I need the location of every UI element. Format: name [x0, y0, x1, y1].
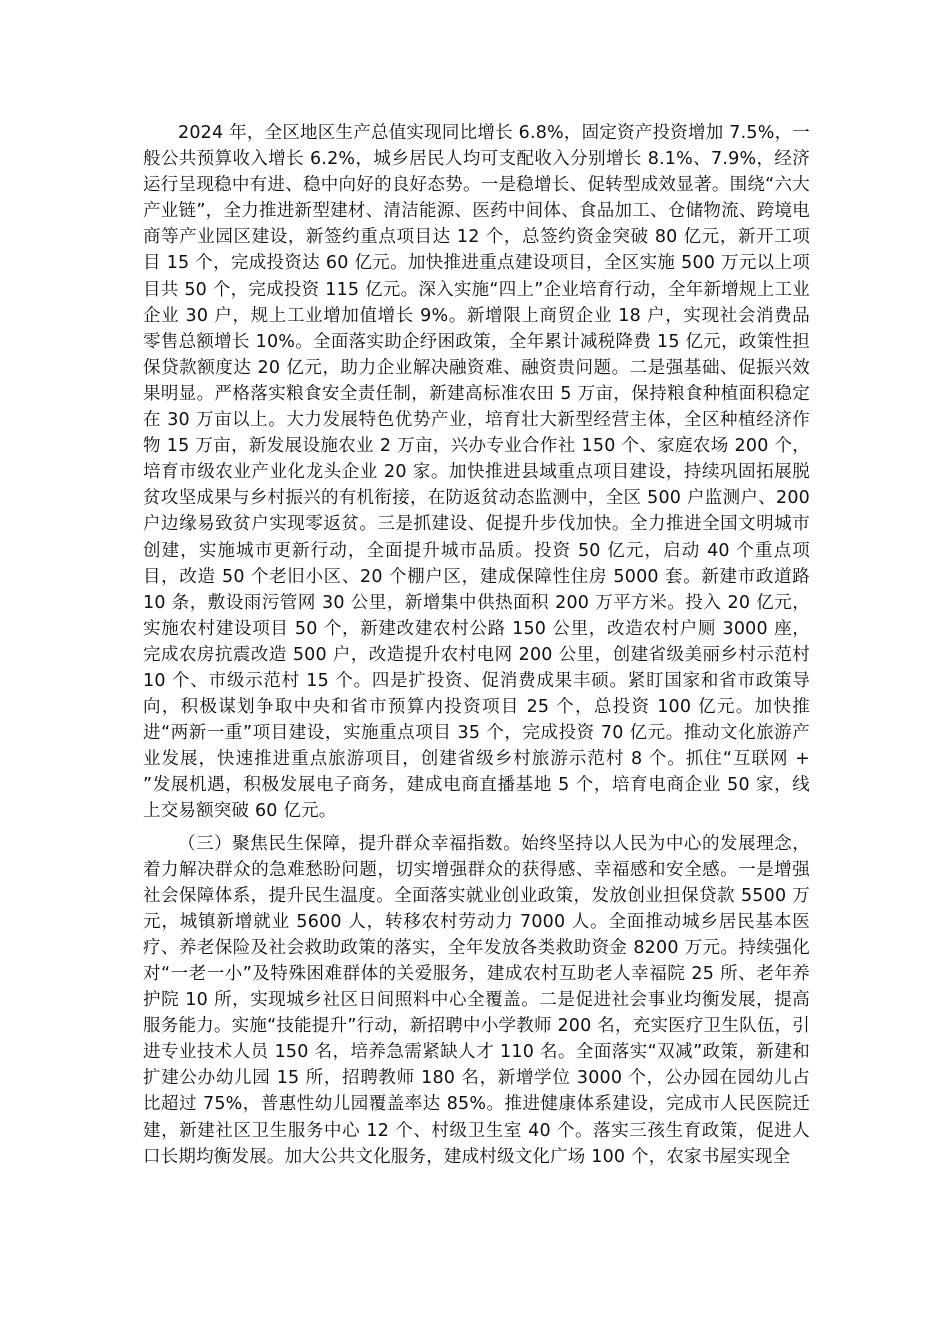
- document-body: [143, 120, 810, 1176]
- paragraph-livelihood-security: （三）聚焦民生保障，提升群众幸福指数。始终坚持以人民为中心的发展理念，着力解决群众的急难愁盼问题，切实增强群众的获得感、幸福感和安全感。一是增强社会保障体系，提升民生温度。全面落实就业创业政策，发放创业担保贷款 5500 万元，城镇新增就业 5600 人，转移农村劳动力 7000 人。全面推动城乡居民基本医疗、养老保险及社会救助政策的落实，全年发放各类救助资金 8200 万元。持续强化对“一老一小”及特殊困难群体的关爱服务，建成农村互助老人幸福院 25 所、老年养护院 10 所，实现城乡社区日间照料中心全覆盖。二是促进社会事业均衡发展，提高服务能力。实施“技能提升”行动，新招聘中小学教师 200 名，充实医疗卫生队伍，引进专业技术人员 150 名，培养急需紧缺人才 110 名。全面落实“双减”政策，新建和扩建公办幼儿园 15 所，招聘教师 180 名，新增学位 3000 个，公办园在园幼儿占比超过 75%，普惠性幼儿园覆盖率达 85%。推进健康体系建设，完成市人民医院迁建，新建社区卫生服务中心 12 个、村级卫生室 40 个。落实三孩生育政策，促进人口长期均衡发展。加大公共文化服务，建成村级文化广场 100 个，农家书屋实现全: [143, 833, 810, 1167]
- paragraph-economy-summary: 2024 年，全区地区生产总值实现同比增长 6.8%，固定资产投资增加 7.5%，一般公共预算收入增长 6.2%，城乡居民人均可支配收入分别增长 8.1%、7.9%，经济运行呈现稳中有进、稳中向好的良好态势。一是稳增长、促转型成效显著。围绕“六大产业链”，全力推进新型建材、清洁能源、医药中间体、食品加工、仓储物流、跨境电商等产业园区建设，新签约重点项目达 12 个，总签约资金突破 80 亿元，新开工项目 15 个，完成投资达 60 亿元。加快推进重点建设项目，全区实施 500 万元以上项目共 50 个，完成投资 115 亿元。深入实施“四上”企业培育行动，全年新增规上工业企业 30 户，规上工业增加值增长 9%。新增限上商贸企业 18 户，实现社会消费品零售总额增长 10%。全面落实助企纾困政策，全年累计减税降费 15 亿元，政策性担保贷款额度达 20 亿元，助力企业解决融资难、融资贵问题。二是强基础、促振兴效果明显。严格落实粮食安全责任制，新建高标准农田 5 万亩，保持粮食种植面积稳定在 30 万亩以上。大力发展特色优势产业，培育壮大新型经营主体，全区种植经济作物 15 万亩，新发展设施农业 2 万亩，兴办专业合作社 150 个、家庭农场 200 个，培育市级农业产业化龙头企业 20 家。加快推进县域重点项目建设，持续巩固拓展脱贫攻坚成果与乡村振兴的有机衔接，在防返贫动态监测中，全区 500 户监测户、200 户边缘易致贫户实现零返贫。三是抓建设、促提升步伐加快。全力推进全国文明城市创建，实施城市更新行动，全面提升城市品质。投资 50 亿元，启动 40 个重点项目，改造 50 个老旧小区、20 个棚户区，建成保障性住房 5000 套。新建市政道路 10 条，敷设雨污管网 30 公里，新增集中供热面积 200 万平方米。投入 20 亿元，实施农村建设项目 50 个，新建改建农村公路 150 公里，改造农村户厕 3000 座，完成农房抗震改造 500 户，改造提升农村电网 200 公里，创建省级美丽乡村示范村 10 个、市级示范村 15 个。四是扩投资、促消费成果丰硕。紧盯国家和省市政策导向，积极谋划争取中央和省市预算内投资项目 25 个，总投资 100 亿元。加快推进“两新一重”项目建设，实施重点项目 35 个，完成投资 70 亿元。推动文化旅游产业发展，快速推进重点旅游项目，创建省级乡村旅游示范村 8 个。抓住“互联网 + ”发展机遇，积极发展电子商务，建成电商直播基地 5 个，培育电商企业 50 家，线上交易额突破 60 亿元。: [143, 123, 810, 822]
